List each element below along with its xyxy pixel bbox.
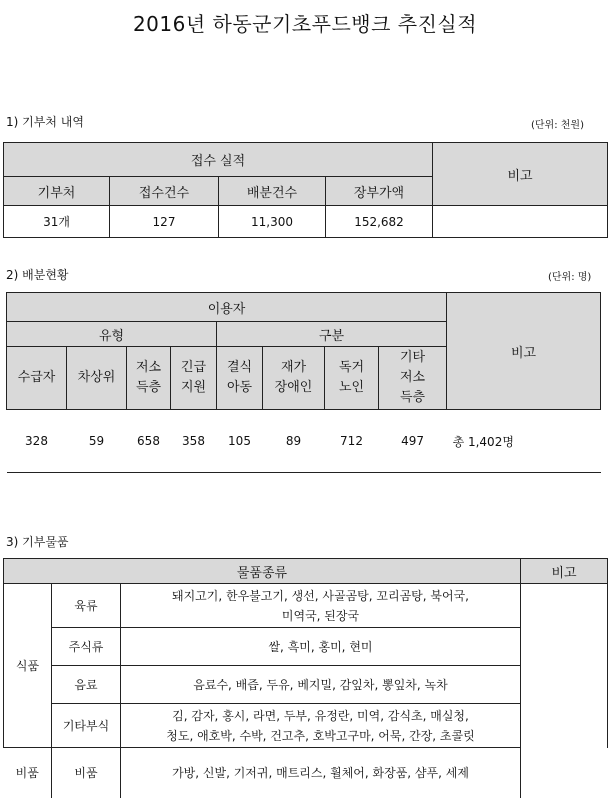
items-list: 가방, 신발, 기저귀, 매트리스, 휠체어, 화장품, 샴푸, 세제 — [121, 748, 521, 798]
distribution-col-header: 기타 저소 득층 — [379, 347, 447, 410]
donor-col-header: 접수건수 — [110, 177, 219, 206]
distribution-value: 358 — [171, 410, 217, 473]
items-category: 비품 — [52, 748, 121, 798]
distribution-value: 328 — [7, 410, 67, 473]
section3-heading: 3) 기부물품 — [6, 535, 69, 549]
distribution-col-header: 긴급 지원 — [171, 347, 217, 410]
distribution-class-header: 구분 — [217, 322, 447, 347]
donor-group-header: 접수 실적 — [4, 143, 433, 177]
distribution-col-header: 재가 장애인 — [263, 347, 325, 410]
donor-remark — [433, 206, 608, 238]
distribution-remark-header: 비고 — [447, 293, 601, 410]
distribution-value: 658 — [127, 410, 171, 473]
section2-unit: (단위: 명) — [548, 272, 592, 283]
distribution-table — [6, 292, 601, 473]
donor-value: 152,682 — [326, 206, 433, 238]
items-list: 쌀, 흑미, 홍미, 현미 — [121, 628, 521, 666]
items-category: 육류 — [52, 584, 121, 628]
distribution-col-header: 독거 노인 — [325, 347, 379, 410]
distribution-col-header: 차상위 — [67, 347, 127, 410]
donor-value: 127 — [110, 206, 219, 238]
items-header: 물품종류 — [4, 559, 521, 584]
donor-col-header: 장부가액 — [326, 177, 433, 206]
distribution-type-header: 유형 — [7, 322, 217, 347]
donor-col-header: 기부처 — [4, 177, 110, 206]
donor-value: 11,300 — [219, 206, 326, 238]
items-group-supplies: 비품 — [4, 748, 52, 798]
distribution-value: 89 — [263, 410, 325, 473]
items-list: 음료수, 배즙, 두유, 베지밀, 감잎차, 뽕잎차, 녹차 — [121, 666, 521, 704]
items-table — [3, 558, 608, 798]
section1-heading: 1) 기부처 내역 — [6, 115, 84, 129]
donor-table — [3, 142, 608, 238]
items-category: 주식류 — [52, 628, 121, 666]
items-category: 기타부식 — [52, 704, 121, 748]
donor-remark-header: 비고 — [433, 143, 608, 206]
items-remark — [521, 584, 608, 748]
distribution-group-header: 이용자 — [7, 293, 447, 322]
distribution-value: 105 — [217, 410, 263, 473]
items-remark — [521, 748, 608, 798]
donor-col-header: 배분건수 — [219, 177, 326, 206]
section2-heading: 2) 배분현황 — [6, 268, 69, 282]
page-title: 2016년 하동군기초푸드뱅크 추진실적 — [132, 12, 478, 36]
distribution-col-header: 저소 득층 — [127, 347, 171, 410]
distribution-value: 497 — [379, 410, 447, 473]
items-list: 김, 감자, 홍시, 라면, 두부, 유정란, 미역, 감식초, 매실청, 청도, 애호박, 수박, 건고추, 호박고구마, 어묵, 간장, 초콜릿 — [121, 704, 521, 748]
items-remark-header: 비고 — [521, 559, 608, 584]
distribution-value: 59 — [67, 410, 127, 473]
distribution-col-header: 수급자 — [7, 347, 67, 410]
donor-value: 31개 — [4, 206, 110, 238]
distribution-remark: 총 1,402명 — [447, 410, 601, 473]
section1-unit: (단위: 천원) — [531, 120, 584, 131]
distribution-col-header: 결식 아동 — [217, 347, 263, 410]
items-list: 돼지고기, 한우불고기, 생선, 사골곰탕, 꼬리곰탕, 북어국, 미역국, 된장국 — [121, 584, 521, 628]
distribution-value: 712 — [325, 410, 379, 473]
items-category: 음료 — [52, 666, 121, 704]
items-group-food: 식품 — [4, 584, 52, 748]
